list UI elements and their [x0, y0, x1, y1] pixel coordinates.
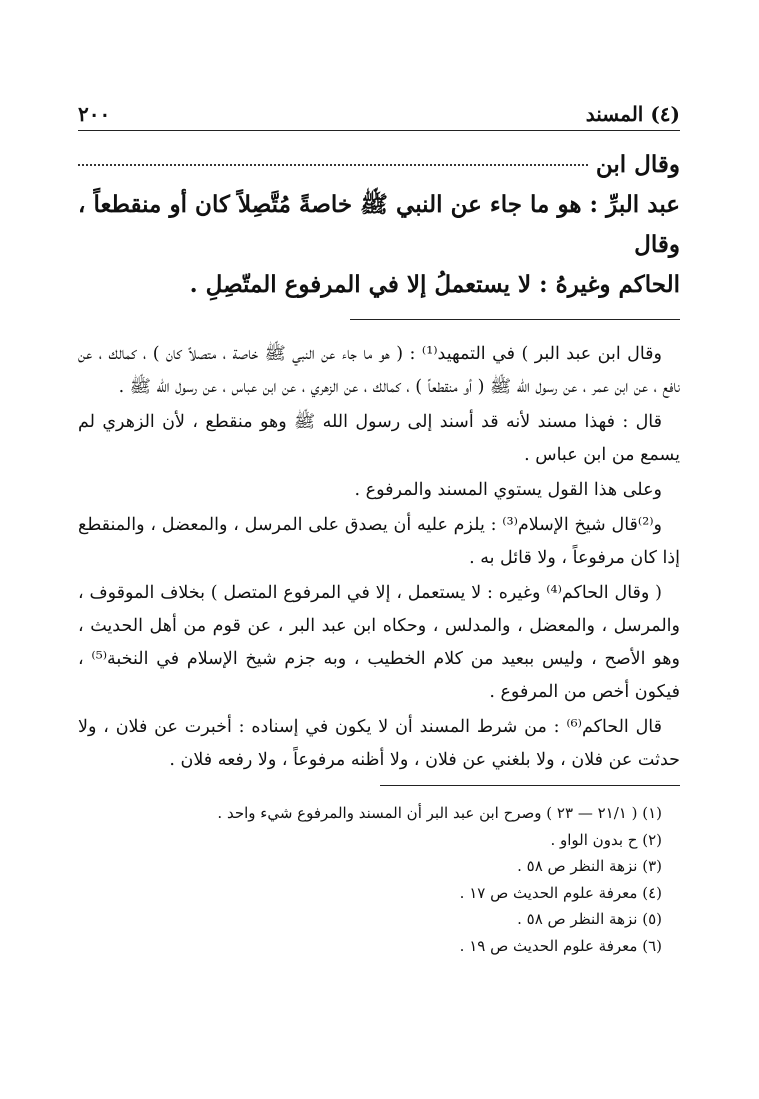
commentary-paragraph: و⁽²⁾قال شيخ الإسلام⁽³⁾ : يلزم عليه أن يصدق على المرسل ، والمعضل ، والمنقطع إذا كان مرفوعاً ، ولا قائل به .: [78, 515, 680, 568]
commentary-paragraph: ( وقال الحاكم⁽⁴⁾ وغيره : لا يستعمل ، إلا في المرفوع المتصل ) بخلاف الموقوف ، والمرسل ، والمعضل ، والمدلس ، وحكاه ابن عبد البر ، عن قوم من أهل الحديث ، وهو الأصح ، وليس ببعيد من كلام الخطيب ، وبه جزم شيخ الإسلام في النخبة⁽⁵⁾ ، فيكون أخص من المرفوع .: [78, 583, 680, 702]
main-text: [78, 145, 680, 305]
commentary-paragraph: وعلى هذا القول يستوي المسند والمرفوع .: [354, 480, 662, 500]
footnote: (٣) نزهة النظر ص ٥٨ .: [517, 857, 662, 875]
commentary: [78, 338, 680, 777]
commentary-paragraph: قال : فهذا مسند لأنه قد أسند إلى رسول الله ﷺ وهو منقطع ، لأن الزهري لم يسمع من ابن عباس .: [78, 412, 680, 465]
footnote: (٤) معرفة علوم الحديث ص ١٧ .: [459, 883, 662, 902]
footnote: (١) ( ٢١/١ — ٢٣ ) وصرح ابن عبد البر أن المسند والمرفوع شيء واحد .: [217, 804, 662, 822]
dotted-leader: [78, 164, 588, 166]
main-text-line: [78, 145, 680, 185]
footnotes: [78, 800, 680, 959]
page-header: [78, 98, 680, 131]
footnote: (٢) ح بدون الواو .: [550, 830, 662, 849]
footnote-divider: [380, 785, 680, 786]
commentary-paragraph: وقال ابن عبد البر ) في التمهيد⁽¹⁾ : ( هو ما جاء عن النبي ﷺ خاصة ، متصلاً كان ) ، كمالك ، عن نافع ، عن ابن عمر ، عن رسول الله ﷺ ( أو منقطعاً ) ، كمالك ، عن الزهري ، عن ابن عباس ، عن رسول الله ﷺ .: [78, 344, 680, 397]
book-page: [78, 98, 680, 959]
footnote: (٦) معرفة علوم الحديث ص ١٩ .: [459, 936, 662, 955]
main-text-line-1: وقال ابن: [595, 151, 680, 178]
chapter-title: (٤) المسند: [585, 102, 680, 126]
page-number: ٢٠٠: [78, 102, 111, 126]
main-text-divider: [350, 319, 680, 320]
main-text-line-3: الحاكم وغيرهُ : لا يستعملُ إلا في المرفوع المتّصِلِ .: [189, 271, 680, 298]
commentary-paragraph: قال الحاكم⁽⁶⁾ : من شرط المسند أن لا يكون في إسناده : أخبرت عن فلان ، ولا حدثت عن فلان ، ولا بلغني عن فلان ، ولا أظنه مرفوعاً ، ولا رفعه فلان .: [78, 717, 680, 770]
main-text-line-2: عبد البرِّ : هو ما جاء عن النبي ﷺ خاصةً مُتَّصِلاً كان أو منقطعاً ، وقال: [78, 191, 680, 258]
footnote: (٥) نزهة النظر ص ٥٨ .: [517, 910, 662, 928]
